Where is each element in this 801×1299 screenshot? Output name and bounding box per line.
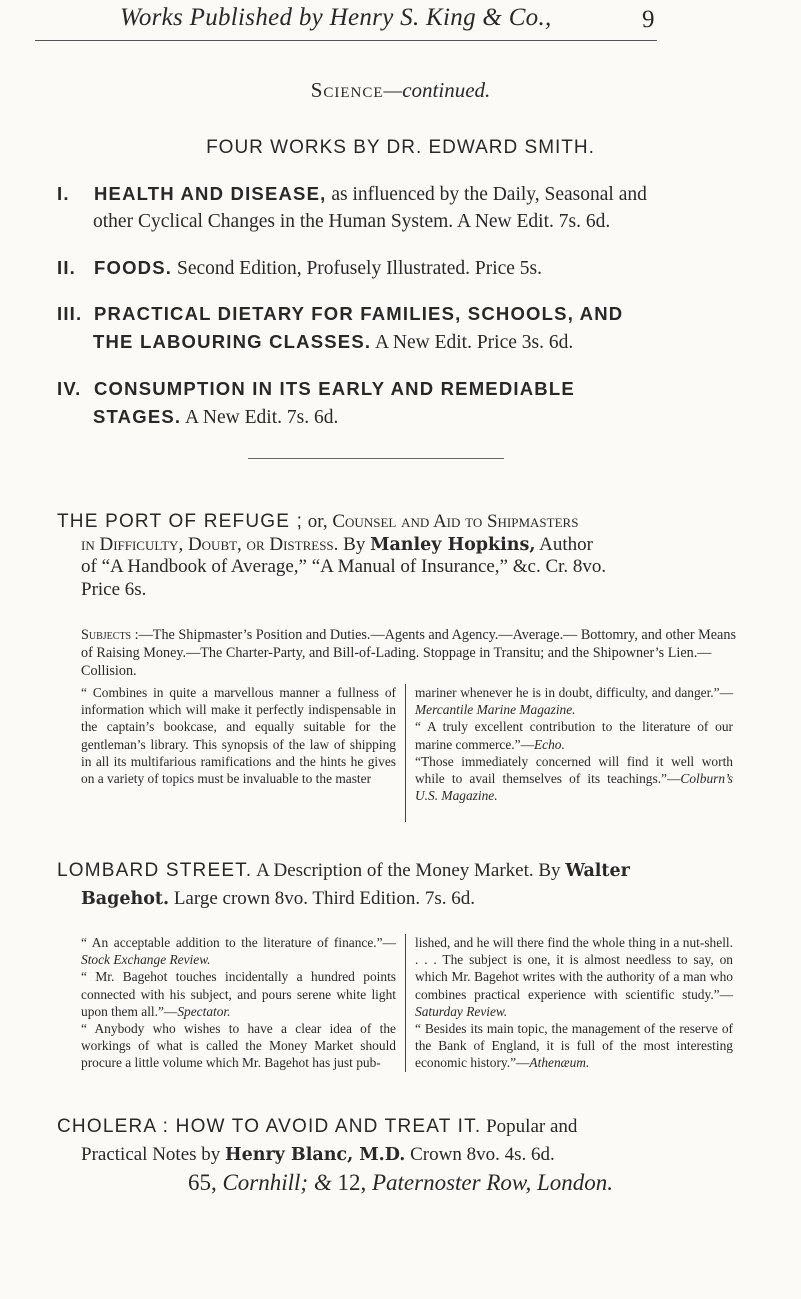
- review-source: Stock Exchange Review.: [81, 952, 211, 968]
- author-first-name: Walter: [565, 861, 630, 881]
- book-title: LOMBARD STREET.: [57, 860, 253, 881]
- entry-title: HEALTH AND DISEASE,: [94, 183, 327, 204]
- entry-description: as influenced by the Daily, Seasonal and: [326, 184, 647, 205]
- entry-number: IV.: [57, 378, 82, 399]
- entry-description-cont: other Cyclical Changes in the Human System. A New Edit. 7s. 6d.: [93, 211, 611, 232]
- review-source: Athenæum.: [529, 1055, 590, 1071]
- author-name: Henry Blanc, M.D.: [225, 1145, 406, 1165]
- work-entry-3: [57, 300, 777, 356]
- review-right-column: [415, 684, 733, 804]
- review-quote: “ Besides its main topic, the management of the reserve of the Bank of England, it is full of the most interesting economic history.”—: [415, 1021, 733, 1071]
- column-divider: [405, 934, 406, 1072]
- section-heading: [0, 78, 801, 103]
- entry-description: Second Edition, Profusely Illustrated. Price 5s.: [172, 258, 543, 279]
- author-name: Manley Hopkins,: [370, 534, 536, 555]
- lombard-street-entry: [57, 857, 757, 913]
- header-rule: [35, 40, 657, 41]
- entry-title-cont: THE LABOURING CLASSES.: [93, 331, 372, 352]
- review-source: Spectator.: [177, 1003, 231, 1019]
- entry-description: A New Edit. Price 3s. 6d.: [371, 332, 574, 353]
- book-title: THE PORT OF REFUGE ;: [57, 511, 304, 532]
- entry-number: I.: [57, 183, 70, 204]
- entry-title: CONSUMPTION IN ITS EARLY AND REMEDIABLE: [94, 378, 575, 399]
- entry-title: PRACTICAL DIETARY FOR FAMILIES, SCHOOLS, AND: [94, 303, 624, 324]
- entry-number: II.: [57, 257, 77, 278]
- review-left-column: [81, 684, 396, 787]
- entry-number: III.: [57, 303, 83, 324]
- four-works-heading: FOUR WORKS BY DR. EDWARD SMITH.: [206, 137, 595, 158]
- review-source: Saturday Review.: [415, 1003, 508, 1019]
- work-entry-4: [57, 375, 777, 431]
- review-left-column: [81, 934, 396, 1072]
- book-details: Large crown 8vo. Third Edition. 7s. 6d.: [169, 888, 475, 909]
- section-name: Science: [310, 78, 384, 102]
- review-quote: mariner whenever he is in doubt, difficulty, and danger.”—: [415, 685, 733, 700]
- section-continued: —continued.: [383, 78, 491, 102]
- port-of-refuge-entry: THE PORT OF REFUGE ; or, Counsel and Aid to Shipmasters in Difficulty, Doubt, or Distress. By Manley Hopkins, Author of “A Handbook of Average,” “A Manual of Insurance,” &c. Cr. 8vo. Price 6s.: [57, 511, 607, 600]
- review-quote: “ Anybody who wishes to have a clear idea of the workings of what is called the Money Market should procure a little volume which Mr. Bagehot has just pub-: [81, 1021, 396, 1071]
- book-details: of “A Handbook of Average,” “A Manual of Insurance,” &c. Cr. 8vo.: [81, 556, 607, 577]
- book-subtitle-cont: in Difficulty, Doubt, or Distress.: [81, 533, 339, 555]
- review-quote: “ Mr. Bagehot touches incidentally a hundred points connected with his subject, and pours serene white light upon them all.”—: [81, 969, 396, 1019]
- book-description-cont: Practical Notes by: [81, 1144, 226, 1165]
- review-source: Colburn’s U.S. Magazine.: [415, 771, 733, 804]
- entry-title-cont: STAGES.: [93, 406, 182, 427]
- review-quote: lished, and he will there find the whole thing in a nut-shell. . . . The subject is one, it is almost needless to say, on which Mr. Bagehot writes with the authority of a man who combines practical experience with scientific study.”—: [415, 935, 733, 1002]
- running-head: Works Published by Henry S. King & Co.,: [120, 4, 552, 31]
- review-right-column: [415, 934, 733, 1072]
- publisher-address: 65, Cornhill; & 12, Paternoster Row, London.: [187, 1170, 614, 1195]
- entry-description: A New Edit. 7s. 6d.: [181, 407, 339, 428]
- work-entry-2: [57, 254, 757, 282]
- book-price: Price 6s.: [81, 578, 147, 600]
- subjects-label: Subjects: [81, 627, 132, 643]
- review-quote: “ A truly excellent contribution to the literature of our marine commerce.”—: [415, 719, 733, 752]
- subjects-list: [81, 626, 741, 680]
- work-entry-1: [57, 180, 757, 235]
- review-quote: “ An acceptable addition to the literature of finance.”—: [81, 935, 396, 950]
- subjects-text: :—The Shipmaster’s Position and Duties.—Agents and Agency.—Average.— Bottomry, and other Means of Raising Money.—The Charter-Party, and Bill-of-Lading. Stoppage in Transitu; and the Shipowner’s Lien.—Collision.: [81, 627, 736, 679]
- review-source: Echo.: [533, 736, 565, 752]
- entry-title: FOODS.: [94, 257, 173, 278]
- page-number: 9: [642, 6, 655, 33]
- column-divider: [405, 684, 406, 822]
- book-description: A Description of the Money Market. By: [252, 860, 566, 881]
- section-divider: [248, 458, 504, 459]
- book-title: CHOLERA : HOW TO AVOID AND TREAT IT.: [57, 1116, 482, 1137]
- book-details: Crown 8vo. 4s. 6d.: [405, 1144, 555, 1165]
- book-subtitle: Counsel and Aid to Shipmasters: [332, 511, 579, 532]
- review-quote: “ Combines in quite a marvellous manner a fullness of information which will make it perfectly indispensable in the captain’s bookcase, and equally suitable for the gentleman’s library. This synopsis of the law of shipping in all its multifarious ramifications and the hints he gives on a variety of topics must be invaluable to the master: [81, 685, 396, 787]
- review-source: Mercantile Marine Magazine.: [415, 702, 576, 718]
- review-quote: “Those immediately concerned will find it well worth while to avail themselves of its teachings.”—: [415, 753, 733, 787]
- author-last-name: Bagehot.: [81, 889, 170, 909]
- book-description: Popular and: [481, 1116, 578, 1137]
- cholera-entry: [57, 1113, 757, 1169]
